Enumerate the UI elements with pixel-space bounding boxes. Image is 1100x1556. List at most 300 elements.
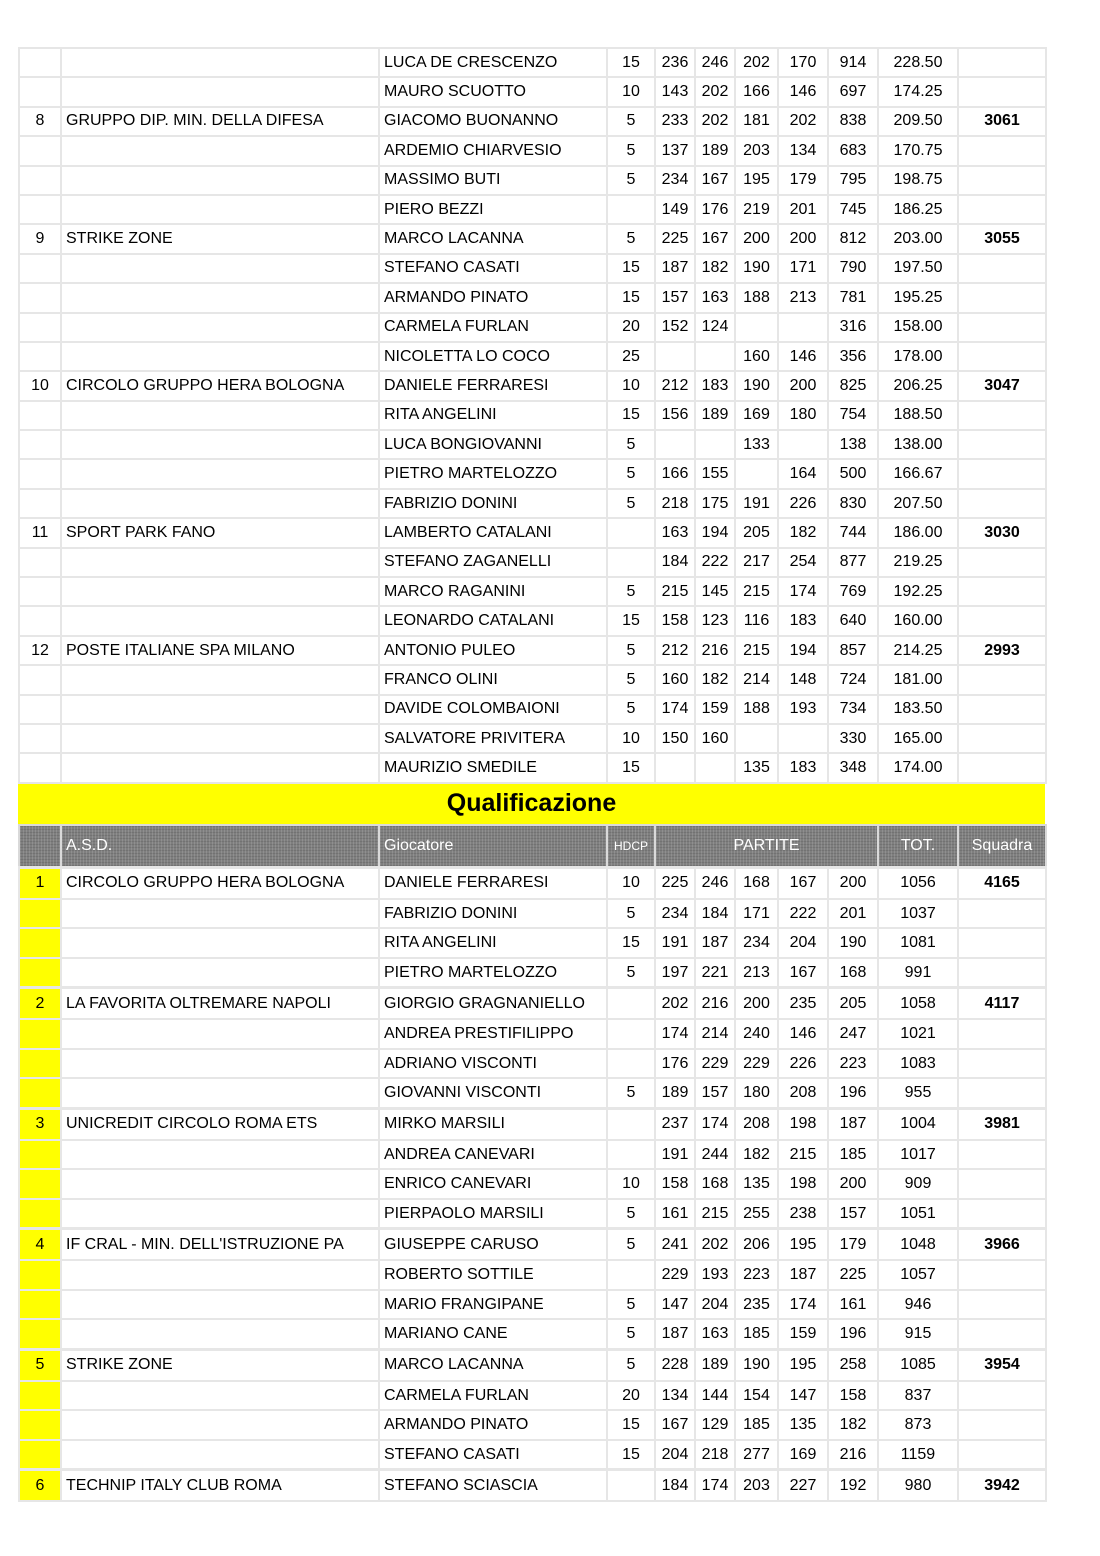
team-cell — [61, 401, 379, 430]
position-cell — [19, 195, 61, 224]
game-score-cell: 179 — [828, 1229, 878, 1261]
player-cell: GIUSEPPE CARUSO — [379, 1229, 607, 1261]
qualification-header-row — [19, 825, 1046, 868]
team-cell — [61, 958, 379, 988]
player-cell: GIORGIO GRAGNANIELLO — [379, 988, 607, 1020]
player-cell: FRANCO OLINI — [379, 665, 607, 694]
game-score-cell: 202 — [655, 988, 695, 1020]
game-score-cell: 215 — [778, 1140, 828, 1170]
player-cell: ENRICO CANEVARI — [379, 1169, 607, 1199]
game-score-cell: 152 — [655, 313, 695, 342]
player-cell: PIETRO MARTELOZZO — [379, 958, 607, 988]
total-cell: 790 — [828, 254, 878, 283]
total-cell: 1051 — [878, 1199, 958, 1229]
team-score-cell: 3966 — [958, 1229, 1046, 1261]
team-score-cell — [958, 254, 1046, 283]
player-cell: MASSIMO BUTI — [379, 166, 607, 195]
team-score-cell: 3954 — [958, 1349, 1046, 1381]
team-score-cell — [958, 548, 1046, 577]
player-cell: ANTONIO PULEO — [379, 636, 607, 665]
game-score-cell: 180 — [778, 401, 828, 430]
table-row — [19, 1078, 1046, 1108]
team-score-cell — [958, 401, 1046, 430]
average-cell: 207.50 — [878, 489, 958, 518]
game-score-cell: 156 — [655, 401, 695, 430]
game-score-cell: 205 — [735, 518, 778, 547]
game-score-cell: 198 — [778, 1169, 828, 1199]
hdcp-cell: 15 — [607, 254, 655, 283]
game-score-cell: 219 — [735, 195, 778, 224]
game-score-cell: 176 — [655, 1049, 695, 1079]
table-row — [19, 928, 1046, 958]
team-score-cell — [958, 136, 1046, 165]
total-cell: 909 — [878, 1169, 958, 1199]
position-cell: 3 — [19, 1108, 61, 1140]
position-cell — [19, 1019, 61, 1049]
game-score-cell: 225 — [655, 867, 695, 899]
game-score-cell: 161 — [828, 1290, 878, 1320]
game-score-cell: 179 — [778, 166, 828, 195]
player-cell: PIERPAOLO MARSILI — [379, 1199, 607, 1229]
player-cell: CARMELA FURLAN — [379, 1381, 607, 1411]
game-score-cell: 185 — [735, 1410, 778, 1440]
position-cell — [19, 166, 61, 195]
position-cell — [19, 1049, 61, 1079]
position-cell — [19, 606, 61, 635]
game-score-cell: 135 — [735, 753, 778, 782]
game-score-cell: 150 — [655, 724, 695, 753]
game-score-cell: 175 — [695, 489, 735, 518]
team-cell — [61, 1199, 379, 1229]
table-row — [19, 1229, 1046, 1261]
player-cell: DAVIDE COLOMBAIONI — [379, 695, 607, 724]
game-score-cell: 200 — [778, 371, 828, 400]
table-row — [19, 224, 1046, 253]
game-score-cell: 135 — [735, 1169, 778, 1199]
total-cell: 812 — [828, 224, 878, 253]
team-score-cell — [958, 1290, 1046, 1320]
game-score-cell: 227 — [778, 1470, 828, 1502]
table-row — [19, 1319, 1046, 1349]
game-score-cell: 148 — [778, 665, 828, 694]
game-score-cell: 190 — [735, 1349, 778, 1381]
team-cell: TECHNIP ITALY CLUB ROMA — [61, 1470, 379, 1502]
position-cell: 8 — [19, 107, 61, 136]
table-row — [19, 1199, 1046, 1229]
total-cell: 356 — [828, 342, 878, 371]
game-score-cell: 135 — [778, 1410, 828, 1440]
team-score-cell — [958, 958, 1046, 988]
player-cell: PIERO BEZZI — [379, 195, 607, 224]
game-score-cell: 214 — [695, 1019, 735, 1049]
game-score-cell: 202 — [695, 107, 735, 136]
header-squadra: Squadra — [958, 825, 1046, 868]
table-row — [19, 1440, 1046, 1470]
game-score-cell: 212 — [655, 636, 695, 665]
game-score-cell: 155 — [695, 459, 735, 488]
total-cell: 1021 — [878, 1019, 958, 1049]
table-row — [19, 342, 1046, 371]
game-score-cell: 208 — [778, 1078, 828, 1108]
game-score-cell: 189 — [655, 1078, 695, 1108]
average-cell: 138.00 — [878, 430, 958, 459]
game-score-cell: 184 — [695, 899, 735, 929]
game-score-cell: 204 — [778, 928, 828, 958]
team-cell — [61, 753, 379, 782]
total-cell: 769 — [828, 577, 878, 606]
team-score-cell — [958, 283, 1046, 312]
total-cell: 1048 — [878, 1229, 958, 1261]
game-score-cell: 145 — [695, 577, 735, 606]
team-cell — [61, 166, 379, 195]
team-score-cell: 3981 — [958, 1108, 1046, 1140]
position-cell: 10 — [19, 371, 61, 400]
team-cell — [61, 1381, 379, 1411]
team-score-cell — [958, 753, 1046, 782]
player-cell: MARIANO CANE — [379, 1319, 607, 1349]
position-cell: 6 — [19, 1470, 61, 1502]
game-score-cell: 137 — [655, 136, 695, 165]
team-cell — [61, 1140, 379, 1170]
hdcp-cell — [607, 1108, 655, 1140]
position-cell — [19, 1078, 61, 1108]
player-cell: LAMBERTO CATALANI — [379, 518, 607, 547]
player-cell: DANIELE FERRARESI — [379, 371, 607, 400]
game-score-cell: 180 — [735, 1078, 778, 1108]
average-cell: 203.00 — [878, 224, 958, 253]
game-score-cell: 163 — [695, 1319, 735, 1349]
team-score-cell — [958, 1410, 1046, 1440]
table-row — [19, 1049, 1046, 1079]
game-score-cell: 187 — [655, 254, 695, 283]
hdcp-cell: 5 — [607, 430, 655, 459]
game-score-cell: 200 — [828, 867, 878, 899]
team-score-cell — [958, 724, 1046, 753]
table-row — [19, 899, 1046, 929]
game-score-cell: 229 — [695, 1049, 735, 1079]
team-score-cell — [958, 695, 1046, 724]
game-score-cell: 197 — [655, 958, 695, 988]
player-cell: FABRIZIO DONINI — [379, 899, 607, 929]
team-cell — [61, 1410, 379, 1440]
game-score-cell: 191 — [655, 928, 695, 958]
game-score-cell: 144 — [695, 1381, 735, 1411]
table-row — [19, 48, 1046, 77]
average-cell: 183.50 — [878, 695, 958, 724]
team-cell: SPORT PARK FANO — [61, 518, 379, 547]
game-score-cell: 204 — [655, 1440, 695, 1470]
team-score-cell — [958, 1049, 1046, 1079]
game-score-cell: 225 — [828, 1260, 878, 1290]
average-cell: 158.00 — [878, 313, 958, 342]
game-score-cell: 246 — [695, 48, 735, 77]
game-score-cell: 200 — [828, 1169, 878, 1199]
game-score-cell: 234 — [735, 928, 778, 958]
game-score-cell: 146 — [778, 342, 828, 371]
game-score-cell: 174 — [778, 1290, 828, 1320]
average-cell: 195.25 — [878, 283, 958, 312]
hdcp-cell — [607, 1049, 655, 1079]
team-cell: GRUPPO DIP. MIN. DELLA DIFESA — [61, 107, 379, 136]
game-score-cell: 176 — [695, 195, 735, 224]
team-cell — [61, 1440, 379, 1470]
game-score-cell: 216 — [695, 988, 735, 1020]
player-cell: ANDREA PRESTIFILIPPO — [379, 1019, 607, 1049]
team-cell — [61, 1169, 379, 1199]
position-cell — [19, 48, 61, 77]
hdcp-cell: 25 — [607, 342, 655, 371]
header-player: Giocatore — [379, 825, 607, 868]
average-cell: 214.25 — [878, 636, 958, 665]
player-cell: ARMANDO PINATO — [379, 283, 607, 312]
total-cell: 1056 — [878, 867, 958, 899]
game-score-cell: 234 — [655, 166, 695, 195]
position-cell — [19, 753, 61, 782]
table-row — [19, 1470, 1046, 1502]
game-score-cell: 166 — [735, 77, 778, 106]
team-cell — [61, 1260, 379, 1290]
team-score-cell — [958, 77, 1046, 106]
game-score-cell: 185 — [828, 1140, 878, 1170]
game-score-cell — [695, 753, 735, 782]
game-score-cell: 189 — [695, 401, 735, 430]
game-score-cell: 222 — [778, 899, 828, 929]
game-score-cell: 195 — [735, 166, 778, 195]
average-cell: 170.75 — [878, 136, 958, 165]
total-cell: 683 — [828, 136, 878, 165]
game-score-cell: 161 — [655, 1199, 695, 1229]
game-score-cell: 213 — [778, 283, 828, 312]
table-row — [19, 1381, 1046, 1411]
position-cell — [19, 254, 61, 283]
table-row — [19, 254, 1046, 283]
average-cell: 186.25 — [878, 195, 958, 224]
game-score-cell: 203 — [735, 1470, 778, 1502]
game-score-cell: 166 — [655, 459, 695, 488]
game-score-cell: 223 — [828, 1049, 878, 1079]
hdcp-cell: 15 — [607, 928, 655, 958]
hdcp-cell: 5 — [607, 1078, 655, 1108]
game-score-cell: 129 — [695, 1410, 735, 1440]
team-score-cell — [958, 1381, 1046, 1411]
team-cell — [61, 136, 379, 165]
position-cell: 9 — [19, 224, 61, 253]
total-cell: 980 — [878, 1470, 958, 1502]
header-tot: TOT. — [878, 825, 958, 868]
team-cell — [61, 342, 379, 371]
game-score-cell: 154 — [735, 1381, 778, 1411]
hdcp-cell: 5 — [607, 459, 655, 488]
total-cell: 1083 — [878, 1049, 958, 1079]
game-score-cell: 174 — [695, 1470, 735, 1502]
team-score-cell: 3061 — [958, 107, 1046, 136]
average-cell: 181.00 — [878, 665, 958, 694]
game-score-cell: 171 — [778, 254, 828, 283]
hdcp-cell — [607, 1470, 655, 1502]
game-score-cell: 163 — [655, 518, 695, 547]
table-row — [19, 577, 1046, 606]
game-score-cell: 237 — [655, 1108, 695, 1140]
player-cell: ARDEMIO CHIARVESIO — [379, 136, 607, 165]
total-cell: 873 — [878, 1410, 958, 1440]
game-score-cell: 216 — [828, 1440, 878, 1470]
hdcp-cell — [607, 518, 655, 547]
game-score-cell: 174 — [778, 577, 828, 606]
team-score-cell — [958, 195, 1046, 224]
game-score-cell: 174 — [695, 1108, 735, 1140]
hdcp-cell: 5 — [607, 1349, 655, 1381]
game-score-cell: 241 — [655, 1229, 695, 1261]
game-score-cell: 223 — [735, 1260, 778, 1290]
game-score-cell: 185 — [735, 1319, 778, 1349]
game-score-cell: 190 — [735, 371, 778, 400]
player-cell: ANDREA CANEVARI — [379, 1140, 607, 1170]
game-score-cell: 195 — [778, 1229, 828, 1261]
hdcp-cell — [607, 1260, 655, 1290]
position-cell: 11 — [19, 518, 61, 547]
position-cell — [19, 899, 61, 929]
total-cell: 1004 — [878, 1108, 958, 1140]
game-score-cell: 123 — [695, 606, 735, 635]
player-cell: NICOLETTA LO COCO — [379, 342, 607, 371]
game-score-cell: 206 — [735, 1229, 778, 1261]
hdcp-cell: 5 — [607, 1229, 655, 1261]
hdcp-cell: 5 — [607, 899, 655, 929]
game-score-cell: 200 — [735, 988, 778, 1020]
team-cell — [61, 283, 379, 312]
average-cell: 174.00 — [878, 753, 958, 782]
team-score-cell — [958, 606, 1046, 635]
position-cell: 1 — [19, 867, 61, 899]
table-row — [19, 107, 1046, 136]
game-score-cell: 247 — [828, 1019, 878, 1049]
game-score-cell: 182 — [695, 254, 735, 283]
total-cell: 825 — [828, 371, 878, 400]
game-score-cell: 236 — [655, 48, 695, 77]
average-cell: 209.50 — [878, 107, 958, 136]
position-cell — [19, 459, 61, 488]
position-cell — [19, 313, 61, 342]
position-cell — [19, 577, 61, 606]
position-cell: 4 — [19, 1229, 61, 1261]
position-cell — [19, 1440, 61, 1470]
player-cell: ADRIANO VISCONTI — [379, 1049, 607, 1079]
team-cell — [61, 577, 379, 606]
game-score-cell: 226 — [778, 489, 828, 518]
hdcp-cell: 10 — [607, 867, 655, 899]
team-score-cell — [958, 313, 1046, 342]
game-score-cell: 133 — [735, 430, 778, 459]
total-cell: 744 — [828, 518, 878, 547]
header-pos — [19, 825, 61, 868]
total-cell: 1085 — [878, 1349, 958, 1381]
player-cell: LUCA BONGIOVANNI — [379, 430, 607, 459]
hdcp-cell: 15 — [607, 401, 655, 430]
game-score-cell: 167 — [695, 166, 735, 195]
total-cell: 1057 — [878, 1260, 958, 1290]
game-score-cell: 218 — [655, 489, 695, 518]
position-cell — [19, 958, 61, 988]
game-score-cell: 169 — [778, 1440, 828, 1470]
hdcp-cell: 10 — [607, 371, 655, 400]
game-score-cell: 192 — [828, 1470, 878, 1502]
position-cell — [19, 1319, 61, 1349]
game-score-cell: 217 — [735, 548, 778, 577]
player-cell: MARCO LACANNA — [379, 224, 607, 253]
hdcp-cell: 5 — [607, 577, 655, 606]
header-asd: A.S.D. — [61, 825, 379, 868]
game-score-cell: 195 — [778, 1349, 828, 1381]
team-cell: UNICREDIT CIRCOLO ROMA ETS — [61, 1108, 379, 1140]
position-cell — [19, 1381, 61, 1411]
player-cell: STEFANO CASATI — [379, 254, 607, 283]
table-row — [19, 136, 1046, 165]
game-score-cell: 214 — [735, 665, 778, 694]
game-score-cell: 215 — [655, 577, 695, 606]
table-row — [19, 1019, 1046, 1049]
game-score-cell: 187 — [778, 1260, 828, 1290]
player-cell: STEFANO SCIASCIA — [379, 1470, 607, 1502]
game-score-cell: 200 — [778, 224, 828, 253]
game-score-cell: 188 — [735, 695, 778, 724]
player-cell: MARCO LACANNA — [379, 1349, 607, 1381]
player-cell: FABRIZIO DONINI — [379, 489, 607, 518]
game-score-cell: 174 — [655, 695, 695, 724]
hdcp-cell: 5 — [607, 958, 655, 988]
average-cell: 219.25 — [878, 548, 958, 577]
game-score-cell: 258 — [828, 1349, 878, 1381]
position-cell — [19, 1410, 61, 1440]
game-score-cell: 167 — [695, 224, 735, 253]
average-cell: 198.75 — [878, 166, 958, 195]
table-row — [19, 1410, 1046, 1440]
position-cell — [19, 928, 61, 958]
team-cell — [61, 313, 379, 342]
hdcp-cell: 10 — [607, 77, 655, 106]
table-row — [19, 1260, 1046, 1290]
average-cell: 174.25 — [878, 77, 958, 106]
team-score-cell: 4117 — [958, 988, 1046, 1020]
game-score-cell: 221 — [695, 958, 735, 988]
team-cell — [61, 1078, 379, 1108]
average-cell: 192.25 — [878, 577, 958, 606]
position-cell: 12 — [19, 636, 61, 665]
team-cell — [61, 48, 379, 77]
game-score-cell: 196 — [828, 1078, 878, 1108]
game-score-cell: 222 — [695, 548, 735, 577]
game-score-cell: 194 — [695, 518, 735, 547]
total-cell: 838 — [828, 107, 878, 136]
game-score-cell: 215 — [735, 636, 778, 665]
team-score-cell — [958, 1140, 1046, 1170]
total-cell: 754 — [828, 401, 878, 430]
player-cell: MAURIZIO SMEDILE — [379, 753, 607, 782]
hdcp-cell: 10 — [607, 1169, 655, 1199]
game-score-cell: 171 — [735, 899, 778, 929]
qualification-table — [18, 824, 1047, 1503]
hdcp-cell — [607, 195, 655, 224]
team-score-cell — [958, 342, 1046, 371]
game-score-cell: 157 — [655, 283, 695, 312]
game-score-cell: 170 — [778, 48, 828, 77]
average-cell: 206.25 — [878, 371, 958, 400]
game-score-cell: 183 — [778, 606, 828, 635]
game-score-cell: 174 — [655, 1019, 695, 1049]
table-row — [19, 283, 1046, 312]
total-cell: 724 — [828, 665, 878, 694]
table-row — [19, 1349, 1046, 1381]
team-score-cell: 3055 — [958, 224, 1046, 253]
